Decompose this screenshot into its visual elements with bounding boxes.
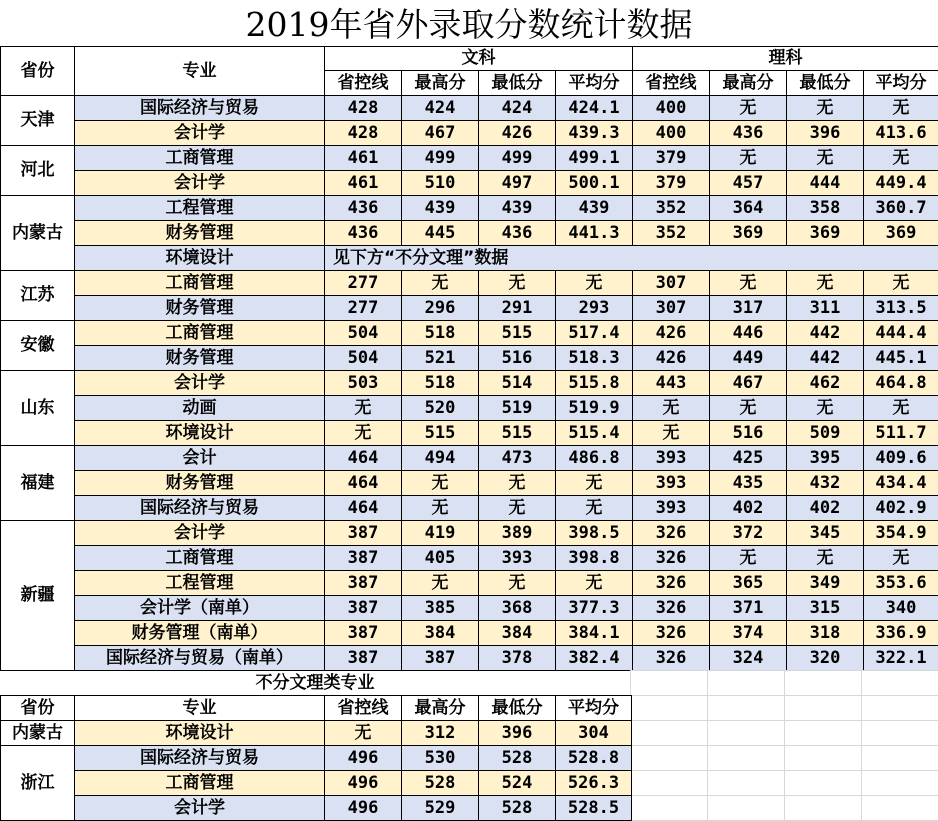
wenke-score-cell: 515.8 [556,371,633,396]
table-row [1,171,938,196]
wenke-score-cell: 无 [479,271,556,296]
major-cell: 环境设计 [75,721,325,746]
wenke-score-cell: 无 [479,571,556,596]
wenke-score-cell: 277 [325,296,402,321]
major-cell: 国际经济与贸易（南单） [75,646,325,671]
wenke-score-cell: 499 [479,146,556,171]
sec2-header-min: 最低分 [479,696,556,721]
like-score-cell: 442 [787,346,864,371]
score-cell: 528 [479,746,556,771]
wenke-score-cell: 424 [479,96,556,121]
like-score-cell: 无 [633,396,710,421]
wenke-score-cell: 384 [479,621,556,646]
like-score-cell: 369 [787,221,864,246]
wenke-score-cell: 393 [479,546,556,571]
wenke-score-cell: 518 [402,371,479,396]
wenke-score-cell: 514 [479,371,556,396]
like-score-cell: 434.4 [864,471,938,496]
note-cell: 见下方“不分文理”数据 [325,246,938,271]
table-row [1,246,938,271]
major-cell: 环境设计 [75,421,325,446]
score-cell: 529 [402,796,479,821]
wenke-score-cell: 389 [479,521,556,546]
score-cell: 496 [325,746,402,771]
like-score-cell: 307 [633,296,710,321]
like-score-cell: 无 [787,546,864,571]
like-score-cell: 无 [710,96,787,121]
wenke-score-cell: 384 [402,621,479,646]
major-cell: 会计学 [75,121,325,146]
like-score-cell: 无 [787,96,864,121]
like-score-cell: 无 [710,396,787,421]
header-wenke-avg: 平均分 [556,71,633,96]
like-score-cell: 340 [864,596,938,621]
like-score-cell: 393 [633,496,710,521]
like-score-cell: 无 [864,271,938,296]
table-row [1,646,938,671]
table-row [1,571,938,596]
wenke-score-cell: 无 [402,571,479,596]
table-row [1,521,938,546]
header-like: 理科 [633,47,938,71]
like-score-cell: 409.6 [864,446,938,471]
wenke-score-cell: 515.4 [556,421,633,446]
like-score-cell: 516 [710,421,787,446]
header-wenke-max: 最高分 [402,71,479,96]
major-cell: 国际经济与贸易 [75,746,325,771]
sec2-header-quota: 省控线 [325,696,402,721]
like-score-cell: 364 [710,196,787,221]
wenke-score-cell: 461 [325,146,402,171]
major-cell: 财务管理 [75,471,325,496]
wenke-score-cell: 398.8 [556,546,633,571]
like-score-cell: 326 [633,571,710,596]
major-cell: 会计学 [75,371,325,396]
like-score-cell: 402 [787,496,864,521]
wenke-score-cell: 387 [402,646,479,671]
major-cell: 工商管理 [75,546,325,571]
wenke-score-cell: 291 [479,296,556,321]
like-score-cell: 379 [633,146,710,171]
like-score-cell: 无 [710,146,787,171]
table-row [1,296,938,321]
table-row [1,321,938,346]
like-score-cell: 511.7 [864,421,938,446]
major-cell: 工程管理 [75,196,325,221]
like-score-cell: 311 [787,296,864,321]
wenke-score-cell: 439 [479,196,556,221]
header-like-avg: 平均分 [864,71,938,96]
wenke-score-cell: 436 [325,221,402,246]
wenke-score-cell: 368 [479,596,556,621]
wenke-score-cell: 无 [479,496,556,521]
sec2-header-major: 专业 [75,696,325,721]
like-score-cell: 无 [864,546,938,571]
score-cell: 304 [556,721,632,746]
like-score-cell: 352 [633,196,710,221]
table-row [1,746,632,771]
table-row [1,146,938,171]
province-cell: 河北 [1,146,75,196]
like-score-cell: 444.4 [864,321,938,346]
like-score-cell: 315 [787,596,864,621]
like-score-cell: 326 [633,521,710,546]
table-row [1,271,938,296]
province-cell: 天津 [1,96,75,146]
table-row [1,396,938,421]
wenke-score-cell: 518 [402,321,479,346]
like-score-cell: 317 [710,296,787,321]
like-score-cell: 396 [787,121,864,146]
header-like-max: 最高分 [710,71,787,96]
wenke-score-cell: 无 [402,271,479,296]
wenke-score-cell: 405 [402,546,479,571]
wenke-score-cell: 436 [479,221,556,246]
major-cell: 工商管理 [75,271,325,296]
province-cell: 安徽 [1,321,75,371]
score-cell: 396 [479,721,556,746]
like-score-cell: 432 [787,471,864,496]
score-cell: 528 [402,771,479,796]
major-cell: 国际经济与贸易 [75,496,325,521]
wenke-score-cell: 519 [479,396,556,421]
wenke-score-cell: 377.3 [556,596,633,621]
wenke-score-cell: 504 [325,346,402,371]
like-score-cell: 449 [710,346,787,371]
sec2-header-max: 最高分 [402,696,479,721]
wenke-score-cell: 515 [479,321,556,346]
like-score-cell: 436 [710,121,787,146]
province-cell: 内蒙古 [1,196,75,271]
wenke-score-cell: 439.3 [556,121,633,146]
major-cell: 国际经济与贸易 [75,96,325,121]
table-row [1,496,938,521]
major-cell: 工程管理 [75,571,325,596]
header-wenke: 文科 [325,47,633,71]
score-table [0,46,938,671]
sec2-header-avg: 平均分 [556,696,632,721]
wenke-score-cell: 461 [325,171,402,196]
like-score-cell: 无 [787,271,864,296]
table-row [1,446,938,471]
like-score-cell: 无 [710,546,787,571]
province-cell: 浙江 [1,746,75,821]
major-cell: 会计 [75,446,325,471]
major-cell: 环境设计 [75,246,325,271]
wenke-score-cell: 436 [325,196,402,221]
table-row [1,471,938,496]
table-row [1,346,938,371]
like-score-cell: 365 [710,571,787,596]
like-score-cell: 无 [787,146,864,171]
wenke-score-cell: 387 [325,546,402,571]
wenke-score-cell: 424 [402,96,479,121]
wenke-score-cell: 382.4 [556,646,633,671]
major-cell: 财务管理 [75,346,325,371]
province-cell: 福建 [1,446,75,521]
like-score-cell: 467 [710,371,787,396]
like-score-cell: 393 [633,471,710,496]
wenke-score-cell: 428 [325,96,402,121]
like-score-cell: 349 [787,571,864,596]
wenke-score-cell: 无 [325,396,402,421]
like-score-cell: 444 [787,171,864,196]
like-score-cell: 324 [710,646,787,671]
table-row [1,121,938,146]
major-cell: 工商管理 [75,146,325,171]
wenke-score-cell: 387 [325,596,402,621]
major-cell: 会计学 [75,521,325,546]
province-cell: 内蒙古 [1,721,75,746]
like-score-cell: 无 [710,271,787,296]
header-wenke-quota: 省控线 [325,71,402,96]
wenke-score-cell: 419 [402,521,479,546]
table-row [1,196,938,221]
like-score-cell: 353.6 [864,571,938,596]
table-row [1,621,938,646]
wenke-score-cell: 无 [556,496,633,521]
wenke-score-cell: 473 [479,446,556,471]
like-score-cell: 326 [633,621,710,646]
table-row [1,546,938,571]
wenke-score-cell: 439 [556,196,633,221]
wenke-score-cell: 293 [556,296,633,321]
like-score-cell: 509 [787,421,864,446]
no-division-table [0,695,632,821]
wenke-score-cell: 445 [402,221,479,246]
table-row [1,96,938,121]
table-row [1,371,938,396]
page-title: 2019年省外录取分数统计数据 [245,5,693,44]
like-score-cell: 无 [864,396,938,421]
like-score-cell: 400 [633,96,710,121]
like-score-cell: 446 [710,321,787,346]
like-score-cell: 无 [864,96,938,121]
wenke-score-cell: 441.3 [556,221,633,246]
like-score-cell: 352 [633,221,710,246]
like-score-cell: 360.7 [864,196,938,221]
sec2-header-province: 省份 [1,696,75,721]
like-score-cell: 无 [787,396,864,421]
like-score-cell: 372 [710,521,787,546]
like-score-cell: 393 [633,446,710,471]
wenke-score-cell: 500.1 [556,171,633,196]
wenke-score-cell: 503 [325,371,402,396]
like-score-cell: 369 [864,221,938,246]
wenke-score-cell: 387 [325,646,402,671]
like-score-cell: 445.1 [864,346,938,371]
like-score-cell: 402 [710,496,787,521]
wenke-score-cell: 510 [402,171,479,196]
like-score-cell: 371 [710,596,787,621]
wenke-score-cell: 428 [325,121,402,146]
table-row [1,796,632,821]
wenke-score-cell: 378 [479,646,556,671]
wenke-score-cell: 无 [556,571,633,596]
wenke-score-cell: 486.8 [556,446,633,471]
table-row [1,221,938,246]
header-wenke-min: 最低分 [479,71,556,96]
like-score-cell: 336.9 [864,621,938,646]
wenke-score-cell: 无 [402,496,479,521]
wenke-score-cell: 398.5 [556,521,633,546]
major-cell: 会计学 [75,171,325,196]
score-cell: 无 [325,721,402,746]
wenke-score-cell: 517.4 [556,321,633,346]
header-province: 省份 [1,47,75,96]
like-score-cell: 442 [787,321,864,346]
score-cell: 524 [479,771,556,796]
like-score-cell: 426 [633,321,710,346]
wenke-score-cell: 无 [325,421,402,446]
like-score-cell: 322.1 [864,646,938,671]
like-score-cell: 379 [633,171,710,196]
score-cell: 496 [325,796,402,821]
major-cell: 工商管理 [75,321,325,346]
score-cell: 312 [402,721,479,746]
wenke-score-cell: 464 [325,446,402,471]
major-cell: 财务管理 [75,296,325,321]
province-cell: 新疆 [1,521,75,671]
like-score-cell: 425 [710,446,787,471]
like-score-cell: 435 [710,471,787,496]
wenke-score-cell: 467 [402,121,479,146]
major-cell: 会计学（南单） [75,596,325,621]
like-score-cell: 426 [633,346,710,371]
wenke-score-cell: 385 [402,596,479,621]
wenke-score-cell: 439 [402,196,479,221]
section2-title: 不分文理类专业 [255,673,375,693]
wenke-score-cell: 424.1 [556,96,633,121]
wenke-score-cell: 464 [325,496,402,521]
wenke-score-cell: 无 [556,271,633,296]
wenke-score-cell: 516 [479,346,556,371]
like-score-cell: 345 [787,521,864,546]
like-score-cell: 320 [787,646,864,671]
wenke-score-cell: 无 [479,471,556,496]
like-score-cell: 无 [633,421,710,446]
header-major: 专业 [75,47,325,96]
wenke-score-cell: 515 [479,421,556,446]
like-score-cell: 374 [710,621,787,646]
wenke-score-cell: 277 [325,271,402,296]
wenke-score-cell: 519.9 [556,396,633,421]
wenke-score-cell: 497 [479,171,556,196]
score-cell: 530 [402,746,479,771]
like-score-cell: 313.5 [864,296,938,321]
like-score-cell: 326 [633,546,710,571]
province-cell: 山东 [1,371,75,446]
like-score-cell: 443 [633,371,710,396]
wenke-score-cell: 518.3 [556,346,633,371]
empty-sheet-grid [630,670,938,821]
wenke-score-cell: 521 [402,346,479,371]
wenke-score-cell: 504 [325,321,402,346]
major-cell: 动画 [75,396,325,421]
like-score-cell: 326 [633,646,710,671]
header-like-quota: 省控线 [633,71,710,96]
table-row [1,421,938,446]
score-cell: 526.3 [556,771,632,796]
wenke-score-cell: 384.1 [556,621,633,646]
like-score-cell: 402.9 [864,496,938,521]
score-cell: 528.5 [556,796,632,821]
wenke-score-cell: 无 [402,471,479,496]
score-cell: 496 [325,771,402,796]
table-row [1,721,632,746]
like-score-cell: 395 [787,446,864,471]
wenke-score-cell: 387 [325,571,402,596]
like-score-cell: 318 [787,621,864,646]
like-score-cell: 462 [787,371,864,396]
like-score-cell: 400 [633,121,710,146]
province-cell: 江苏 [1,271,75,321]
major-cell: 财务管理（南单） [75,621,325,646]
wenke-score-cell: 无 [556,471,633,496]
like-score-cell: 358 [787,196,864,221]
like-score-cell: 326 [633,596,710,621]
major-cell: 工商管理 [75,771,325,796]
wenke-score-cell: 499.1 [556,146,633,171]
like-score-cell: 449.4 [864,171,938,196]
like-score-cell: 无 [864,146,938,171]
table-row [1,771,632,796]
like-score-cell: 369 [710,221,787,246]
score-cell: 528 [479,796,556,821]
like-score-cell: 307 [633,271,710,296]
score-cell: 528.8 [556,746,632,771]
wenke-score-cell: 494 [402,446,479,471]
table-row [1,596,938,621]
wenke-score-cell: 387 [325,521,402,546]
wenke-score-cell: 520 [402,396,479,421]
wenke-score-cell: 515 [402,421,479,446]
like-score-cell: 413.6 [864,121,938,146]
major-cell: 会计学 [75,796,325,821]
wenke-score-cell: 387 [325,621,402,646]
wenke-score-cell: 499 [402,146,479,171]
header-like-min: 最低分 [787,71,864,96]
wenke-score-cell: 464 [325,471,402,496]
major-cell: 财务管理 [75,221,325,246]
like-score-cell: 464.8 [864,371,938,396]
like-score-cell: 354.9 [864,521,938,546]
wenke-score-cell: 426 [479,121,556,146]
like-score-cell: 457 [710,171,787,196]
wenke-score-cell: 296 [402,296,479,321]
